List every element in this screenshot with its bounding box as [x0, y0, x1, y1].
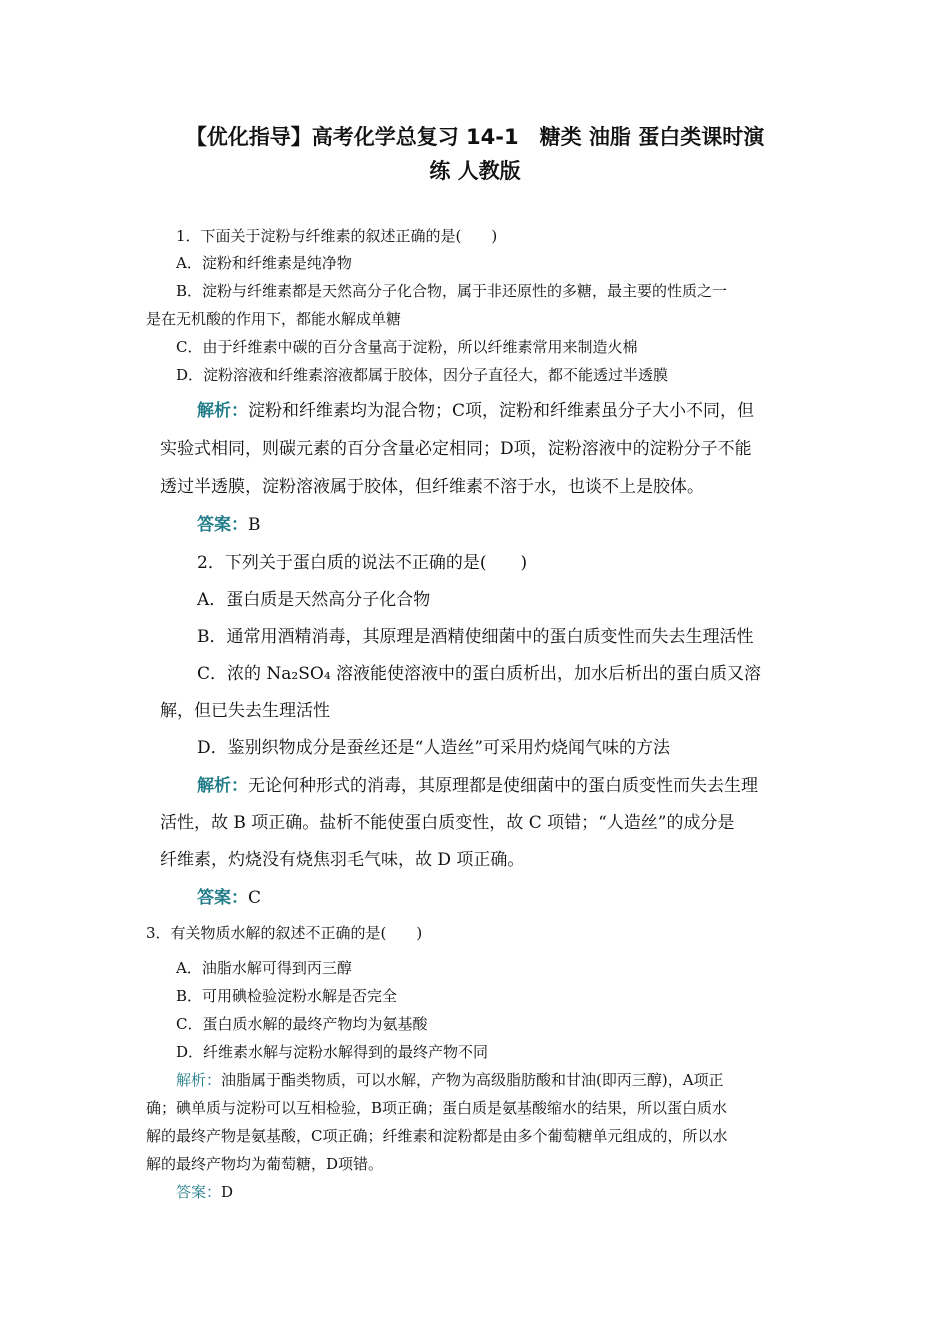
- q2-analysis-text-1: 无论何种形式的消毒，其原理都是使细菌中的蛋白质变性而失去生理: [248, 776, 758, 796]
- q2-analysis-line-2: 活性，故 B 项正确。盐析不能使蛋白质变性，故 C 项错；“人造丝”的成分是: [160, 813, 735, 833]
- q1-analysis-line-1: [197, 396, 754, 421]
- q1-answer-value: B: [248, 515, 261, 535]
- q1-analysis-line-3: 透过半透膜，淀粉溶液属于胶体，但纤维素不溶于水，也谈不上是胶体。: [160, 477, 704, 497]
- q2-stem: 2．下列关于蛋白质的说法不正确的是( ): [197, 553, 528, 573]
- q1-answer-line: [197, 510, 261, 535]
- q2-analysis-line-1: [197, 771, 758, 796]
- title-line-1: 【优化指导】高考化学总复习 14-1 糖类 油脂 蛋白类课时演: [185, 125, 765, 149]
- q3-option-c: C．蛋白质水解的最终产物均为氨基酸: [176, 1015, 428, 1033]
- q3-option-a: A．油脂水解可得到丙三醇: [176, 959, 352, 977]
- q3-analysis-line-2: 确；碘单质与淀粉可以互相检验，B项正确；蛋白质是氨基酸缩水的结果，所以蛋白质水: [146, 1099, 728, 1117]
- q3-stem: 3．有关物质水解的叙述不正确的是( ): [146, 924, 423, 942]
- q3-analysis-line-3: 解的最终产物是氨基酸，C项正确；纤维素和淀粉都是由多个葡萄糖单元组成的，所以水: [146, 1127, 728, 1145]
- q1-analysis-text-1: 淀粉和纤维素均为混合物；C项，淀粉和纤维素虽分子大小不同，但: [248, 401, 755, 421]
- q3-option-d: D．纤维素水解与淀粉水解得到的最终产物不同: [176, 1043, 489, 1061]
- q3-analysis-line-1: [176, 1069, 724, 1090]
- q3-answer-label: 答案：: [176, 1183, 222, 1201]
- q1-option-a: A．淀粉和纤维素是纯净物: [176, 254, 352, 272]
- q1-option-d: D．淀粉溶液和纤维素溶液都属于胶体，因分子直径大，都不能透过半透膜: [176, 366, 669, 384]
- q2-answer-line: [197, 883, 261, 908]
- q1-stem: 1．下面关于淀粉与纤维素的叙述正确的是( ): [176, 227, 498, 245]
- q2-option-c-line-1: C．浓的 Na₂SO₄ 溶液能使溶液中的蛋白质析出，加水后析出的蛋白质又溶: [197, 664, 762, 684]
- q2-option-a: A．蛋白质是天然高分子化合物: [197, 590, 431, 610]
- q1-option-b-line-2: 是在无机酸的作用下，都能水解成单糖: [146, 310, 402, 328]
- q3-analysis-text-1: 油脂属于酯类物质，可以水解，产物为高级脂肪酸和甘油(即丙三醇)，A项正: [221, 1071, 724, 1089]
- q2-analysis-line-3: 纤维素，灼烧没有烧焦羽毛气味，故 D 项正确。: [160, 850, 525, 870]
- q1-analysis-label: 解析：: [197, 401, 248, 421]
- q1-answer-label: 答案：: [197, 515, 248, 535]
- document-title: [0, 120, 950, 188]
- q1-analysis-line-2: 实验式相同，则碳元素的百分含量必定相同；D项，淀粉溶液中的淀粉分子不能: [160, 439, 752, 459]
- q3-analysis-label: 解析：: [176, 1071, 222, 1089]
- q2-option-d: D．鉴别织物成分是蚕丝还是“人造丝”可采用灼烧闻气味的方法: [197, 738, 671, 758]
- q2-answer-value: C: [248, 888, 262, 908]
- q2-analysis-label: 解析：: [197, 776, 248, 796]
- q2-option-c-line-2: 解，但已失去生理活性: [160, 701, 330, 721]
- q1-option-c: C．由于纤维素中碳的百分含量高于淀粉，所以纤维素常用来制造火棉: [176, 338, 638, 356]
- q1-option-b-line-1: B．淀粉与纤维素都是天然高分子化合物，属于非还原性的多糖，最主要的性质之一: [176, 282, 728, 300]
- q2-option-b: B．通常用酒精消毒，其原理是酒精使细菌中的蛋白质变性而失去生理活性: [197, 627, 754, 647]
- q2-answer-label: 答案：: [197, 888, 248, 908]
- q3-answer-line: [176, 1181, 233, 1202]
- q3-answer-value: D: [221, 1183, 234, 1201]
- title-line-2: 练 人教版: [429, 159, 521, 183]
- q3-option-b: B．可用碘检验淀粉水解是否完全: [176, 987, 398, 1005]
- q3-analysis-line-4: 解的最终产物均为葡萄糖，D项错。: [146, 1155, 384, 1173]
